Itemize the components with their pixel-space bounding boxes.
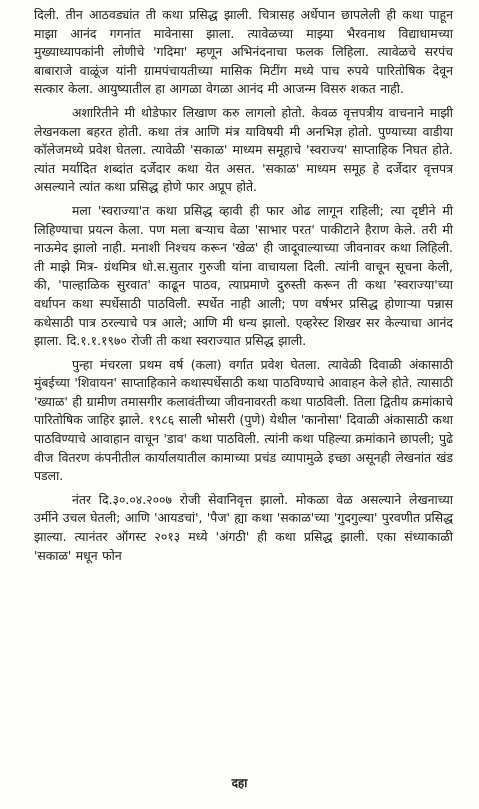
paragraph-4: पुन्हा मंचरला प्रथम वर्ष (कला) वर्गात प्रवेश घेतला. त्यावेळी दिवाळी अंकासाठी मुंबईच्या 'शिवायन' साप्ताहिकाने कथास्पर्धेसाठी कथा पाठविण्याचे आवाहन केले होते. त्यासाठी 'ख्याळ' ही ग्रामीण तमासगीर कलावंतीच्या जीवनावरती कथा पाठविली. तिला द्वितीय क्रमांकाचे पारितोषिक जाहिर झाले. १९८६ साली भोसरी (पुणे) येथील 'कानोसा' दिवाळी अंकासाठी कथा पाठविण्याचे आवाहान वाचून 'डाव' कथा पाठविली. त्यांनी कथा पहिल्या क्रमांकाने छापली; पुढे वीज वितरण कंपनीतील कार्यालयातील कामाच्या प्रचंड व्यापामुळे इच्छा असूनही लेखनांत खंड पडला. xyxy=(34,356,453,484)
paragraph-3: मला 'स्वराज्या'त कथा प्रसिद्ध व्हावी ही फार ओढ लागून राहिली; त्या दृष्टीने मी लिहिण्याचा प्रयत्न केला. पण मला बऱ्याच वेळा 'साभार परत' पाकीटाने हैराण केले. तरी मी नाऊमेद झालो नाही. मनाशी निश्चय करून 'खेळ' ही जादूवाल्याच्या जीवनावर कथा लिहिली. ती माझे मित्र- ग्रंथमित्र धो.स.सुतार गुरुजी यांना वाचायला दिली. त्यांनी वाचून सूचना केली, की, 'पाल्हाळिक सुरवात' काढून पाठव, त्याप्रमाणे दुरुस्ती करून ती कथा 'स्वराज्या'च्या वर्धापन कथा स्पर्धेसाठी पाठविली. स्पर्धेत नाही आली; पण वर्षभर प्रसिद्ध होणाऱ्या पन्नास कथेसाठी पात्र ठरल्याचे पत्र आले; आणि मी धन्य झालो. एव्हरेस्ट शिखर सर केल्याचा आनंद झाला. दि.१.१.१९७० रोजी ती कथा स्वराज्यात प्रसिद्ध झाली. xyxy=(34,202,453,349)
page-number: दहा xyxy=(231,776,248,790)
paragraph-5: नंतर दि.३०.०४.२००७ रोजी सेवानिवृत्त झालो. मोकळा वेळ असल्याने लेखनाच्या उर्मीने उचल घेतली; आणि 'आयडचां', 'पैज' ह्या कथा 'सकाळ'च्या 'गुदगुल्या' पुरवणीत प्रसिद्ध झाल्या. त्यानंतर ऑगस्ट २०१३ मध्ये 'अंगठी' ही कथा प्रसिद्ध झाली. एका संध्याकाळी 'सकाळ' मधून फोन xyxy=(34,491,453,563)
paragraph-2: अशारितीने मी थोडेफार लिखाण करु लागलो होतो. केवळ वृत्तपत्रीय वाचनाने माझी लेखनकला बहरत होती. कथा तंत्र आणि मंत्र याविषयी मी अनभिज्ञ होतो. पुण्याच्या वाडीया कॉलेजमध्ये प्रवेश घेतला. त्यावेळी 'सकाळ' माध्यम समूहाचे 'स्वराज्य' साप्ताहिक निघत होते. त्यांत मर्यादित शब्दांत दर्जेदार कथा येत असत. 'सकाळ' माध्यम समूह हे दर्जेदार वृत्तपत्र असल्याने त्यांत कथा प्रसिद्ध होणे फार अप्रूप होते. xyxy=(34,104,453,195)
paragraph-1: दिली. तीन आठवड्यांत ती कथा प्रसिद्ध झाली. चित्रासह अर्धेपान छापलेली ही कथा पाहून माझा आनंद गगनांत मावेनासा झाला. त्यावेळच्या माझ्या भैरवनाथ विद्याधामच्या मुख्याध्यापकांनी लोणीचे 'गदिमा' म्हणून अभिनंदनाचा फलक लिहिला. त्यावेळचे सरपंच बाबाराजे वाळूंज यांनी ग्रामपंचायतीच्या मासिक मिटींग मध्ये पाच रुपये पारितोषिक देवून सत्कार केला. आयुष्यातील हा आगळा वेगळा आनंद मी आजन्म विसरु शकत नाही. xyxy=(34,7,453,97)
